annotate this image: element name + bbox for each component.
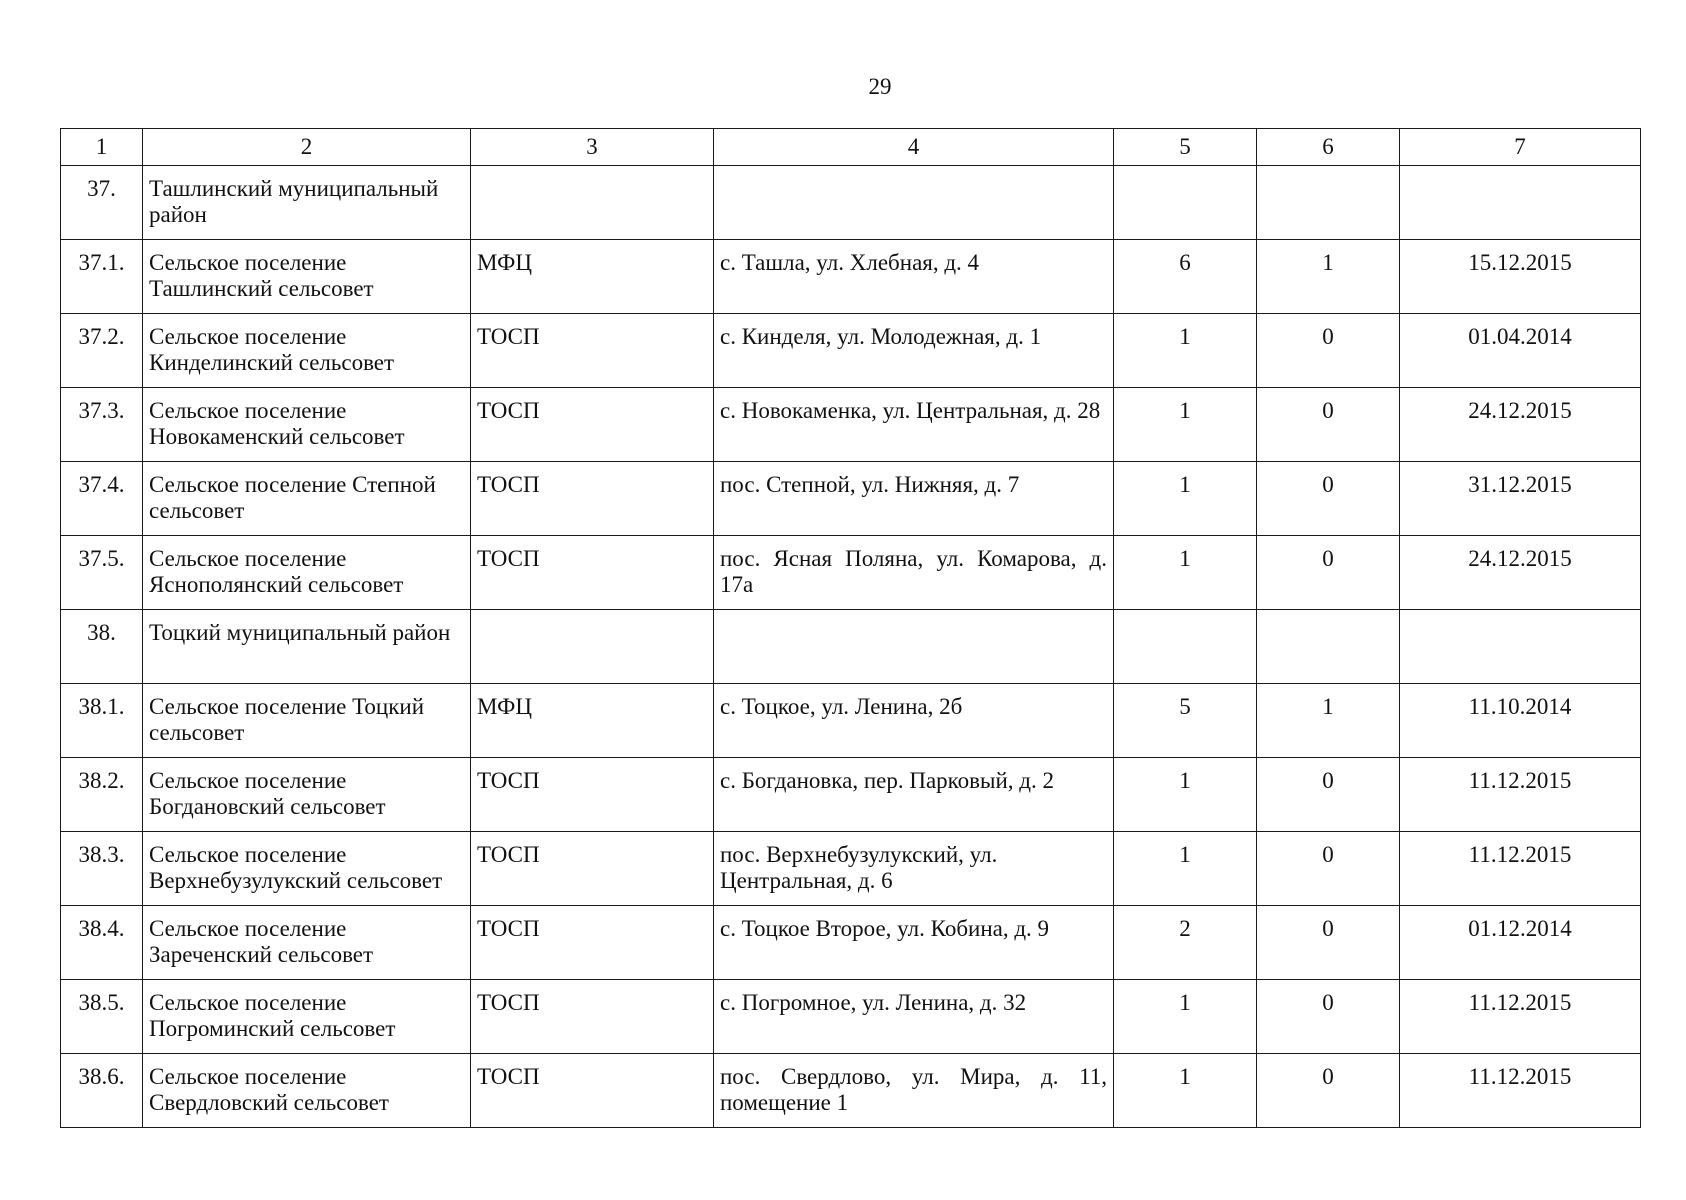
column-6-cell: 0 (1257, 462, 1400, 536)
page-number: 29 (868, 74, 892, 99)
column-5-cell: 5 (1114, 684, 1257, 758)
date-cell: 11.12.2015 (1400, 1054, 1641, 1128)
header-cell: 6 (1257, 129, 1400, 166)
column-6-cell: 0 (1257, 1054, 1400, 1128)
address-cell: с. Погромное, ул. Ленина, д. 32 (714, 980, 1114, 1054)
table-row (61, 610, 1641, 684)
settlement-name-cell: Сельское поселение Богдановский сельсовет (143, 758, 471, 832)
table-row (61, 240, 1641, 314)
header-cell: 3 (471, 129, 714, 166)
table-row (61, 536, 1641, 610)
office-type-cell (471, 610, 714, 684)
address-cell: с. Новокаменка, ул. Центральная, д. 28 (714, 388, 1114, 462)
settlements-table (60, 128, 1641, 1128)
office-type-cell: ТОСП (471, 832, 714, 906)
settlement-name-cell: Сельское поселение Тоцкий сельсовет (143, 684, 471, 758)
column-6-cell: 1 (1257, 240, 1400, 314)
office-type-cell: ТОСП (471, 1054, 714, 1128)
column-5-cell: 1 (1114, 314, 1257, 388)
address-cell: пос. Степной, ул. Нижняя, д. 7 (714, 462, 1114, 536)
row-number-cell: 38.1. (61, 684, 143, 758)
office-type-cell: ТОСП (471, 462, 714, 536)
date-cell: 01.12.2014 (1400, 906, 1641, 980)
column-5-cell: 1 (1114, 758, 1257, 832)
date-cell (1400, 610, 1641, 684)
column-6-cell: 0 (1257, 906, 1400, 980)
row-number-cell: 38.6. (61, 1054, 143, 1128)
office-type-cell: ТОСП (471, 980, 714, 1054)
table-row (61, 166, 1641, 240)
table-row (61, 1054, 1641, 1128)
address-cell: пос. Свердлово, ул. Мира, д. 11, помещение 1 (714, 1054, 1114, 1128)
settlement-name-cell: Сельское поселение Новокаменский сельсовет (143, 388, 471, 462)
address-cell: пос. Верхнебузулукский, ул. Центральная, д. 6 (714, 832, 1114, 906)
column-6-cell: 0 (1257, 980, 1400, 1054)
date-cell: 15.12.2015 (1400, 240, 1641, 314)
column-6-cell: 0 (1257, 832, 1400, 906)
address-cell: с. Ташла, ул. Хлебная, д. 4 (714, 240, 1114, 314)
row-number-cell: 37.1. (61, 240, 143, 314)
date-cell: 11.10.2014 (1400, 684, 1641, 758)
table-row (61, 462, 1641, 536)
row-number-cell: 37.2. (61, 314, 143, 388)
row-number-cell: 38.3. (61, 832, 143, 906)
column-5-cell (1114, 166, 1257, 240)
address-cell: с. Тоцкое, ул. Ленина, 2б (714, 684, 1114, 758)
settlement-name-cell: Сельское поселение Яснополянский сельсовет (143, 536, 471, 610)
date-cell: 11.12.2015 (1400, 832, 1641, 906)
column-5-cell: 1 (1114, 1054, 1257, 1128)
table-row (61, 758, 1641, 832)
column-5-cell: 1 (1114, 462, 1257, 536)
date-cell: 11.12.2015 (1400, 758, 1641, 832)
settlement-name-cell: Сельское поселение Ташлинский сельсовет (143, 240, 471, 314)
column-5-cell: 1 (1114, 536, 1257, 610)
table-header-row (61, 129, 1641, 166)
address-cell: с. Богдановка, пер. Парковый, д. 2 (714, 758, 1114, 832)
header-cell: 2 (143, 129, 471, 166)
column-6-cell: 0 (1257, 536, 1400, 610)
column-6-cell: 0 (1257, 388, 1400, 462)
address-cell: с. Кинделя, ул. Молодежная, д. 1 (714, 314, 1114, 388)
date-cell: 11.12.2015 (1400, 980, 1641, 1054)
office-type-cell: ТОСП (471, 536, 714, 610)
settlement-name-cell: Сельское поселение Степной сельсовет (143, 462, 471, 536)
column-6-cell: 0 (1257, 314, 1400, 388)
row-number-cell: 37. (61, 166, 143, 240)
office-type-cell: ТОСП (471, 388, 714, 462)
office-type-cell: ТОСП (471, 314, 714, 388)
column-6-cell: 1 (1257, 684, 1400, 758)
table-row (61, 980, 1641, 1054)
header-cell: 4 (714, 129, 1114, 166)
column-5-cell: 1 (1114, 980, 1257, 1054)
column-6-cell (1257, 166, 1400, 240)
settlement-name-cell: Ташлинский муниципальный район (143, 166, 471, 240)
date-cell: 01.04.2014 (1400, 314, 1641, 388)
table-body (61, 129, 1641, 1128)
date-cell: 31.12.2015 (1400, 462, 1641, 536)
column-5-cell: 6 (1114, 240, 1257, 314)
table-row (61, 832, 1641, 906)
row-number-cell: 38.4. (61, 906, 143, 980)
office-type-cell: МФЦ (471, 684, 714, 758)
office-type-cell: ТОСП (471, 758, 714, 832)
table-row (61, 684, 1641, 758)
office-type-cell: ТОСП (471, 906, 714, 980)
row-number-cell: 37.3. (61, 388, 143, 462)
table-row (61, 388, 1641, 462)
table-row (61, 906, 1641, 980)
address-cell: пос. Ясная Поляна, ул. Комарова, д. 17а (714, 536, 1114, 610)
settlement-name-cell: Сельское поселение Кинделинский сельсовет (143, 314, 471, 388)
date-cell: 24.12.2015 (1400, 536, 1641, 610)
address-cell (714, 166, 1114, 240)
column-5-cell: 1 (1114, 832, 1257, 906)
column-6-cell (1257, 610, 1400, 684)
row-number-cell: 37.5. (61, 536, 143, 610)
settlement-name-cell: Сельское поселение Погроминский сельсовет (143, 980, 471, 1054)
address-cell: с. Тоцкое Второе, ул. Кобина, д. 9 (714, 906, 1114, 980)
column-5-cell: 2 (1114, 906, 1257, 980)
row-number-cell: 37.4. (61, 462, 143, 536)
address-cell (714, 610, 1114, 684)
office-type-cell (471, 166, 714, 240)
row-number-cell: 38.5. (61, 980, 143, 1054)
date-cell: 24.12.2015 (1400, 388, 1641, 462)
settlement-name-cell: Сельское поселение Свердловский сельсовет (143, 1054, 471, 1128)
header-cell: 5 (1114, 129, 1257, 166)
header-cell: 7 (1400, 129, 1641, 166)
table-row (61, 314, 1641, 388)
settlement-name-cell: Сельское поселение Зареченский сельсовет (143, 906, 471, 980)
settlement-name-cell: Сельское поселение Верхнебузулукский сельсовет (143, 832, 471, 906)
column-5-cell (1114, 610, 1257, 684)
date-cell (1400, 166, 1641, 240)
column-6-cell: 0 (1257, 758, 1400, 832)
settlement-name-cell: Тоцкий муниципальный район (143, 610, 471, 684)
column-5-cell: 1 (1114, 388, 1257, 462)
row-number-cell: 38. (61, 610, 143, 684)
office-type-cell: МФЦ (471, 240, 714, 314)
header-cell: 1 (61, 129, 143, 166)
row-number-cell: 38.2. (61, 758, 143, 832)
